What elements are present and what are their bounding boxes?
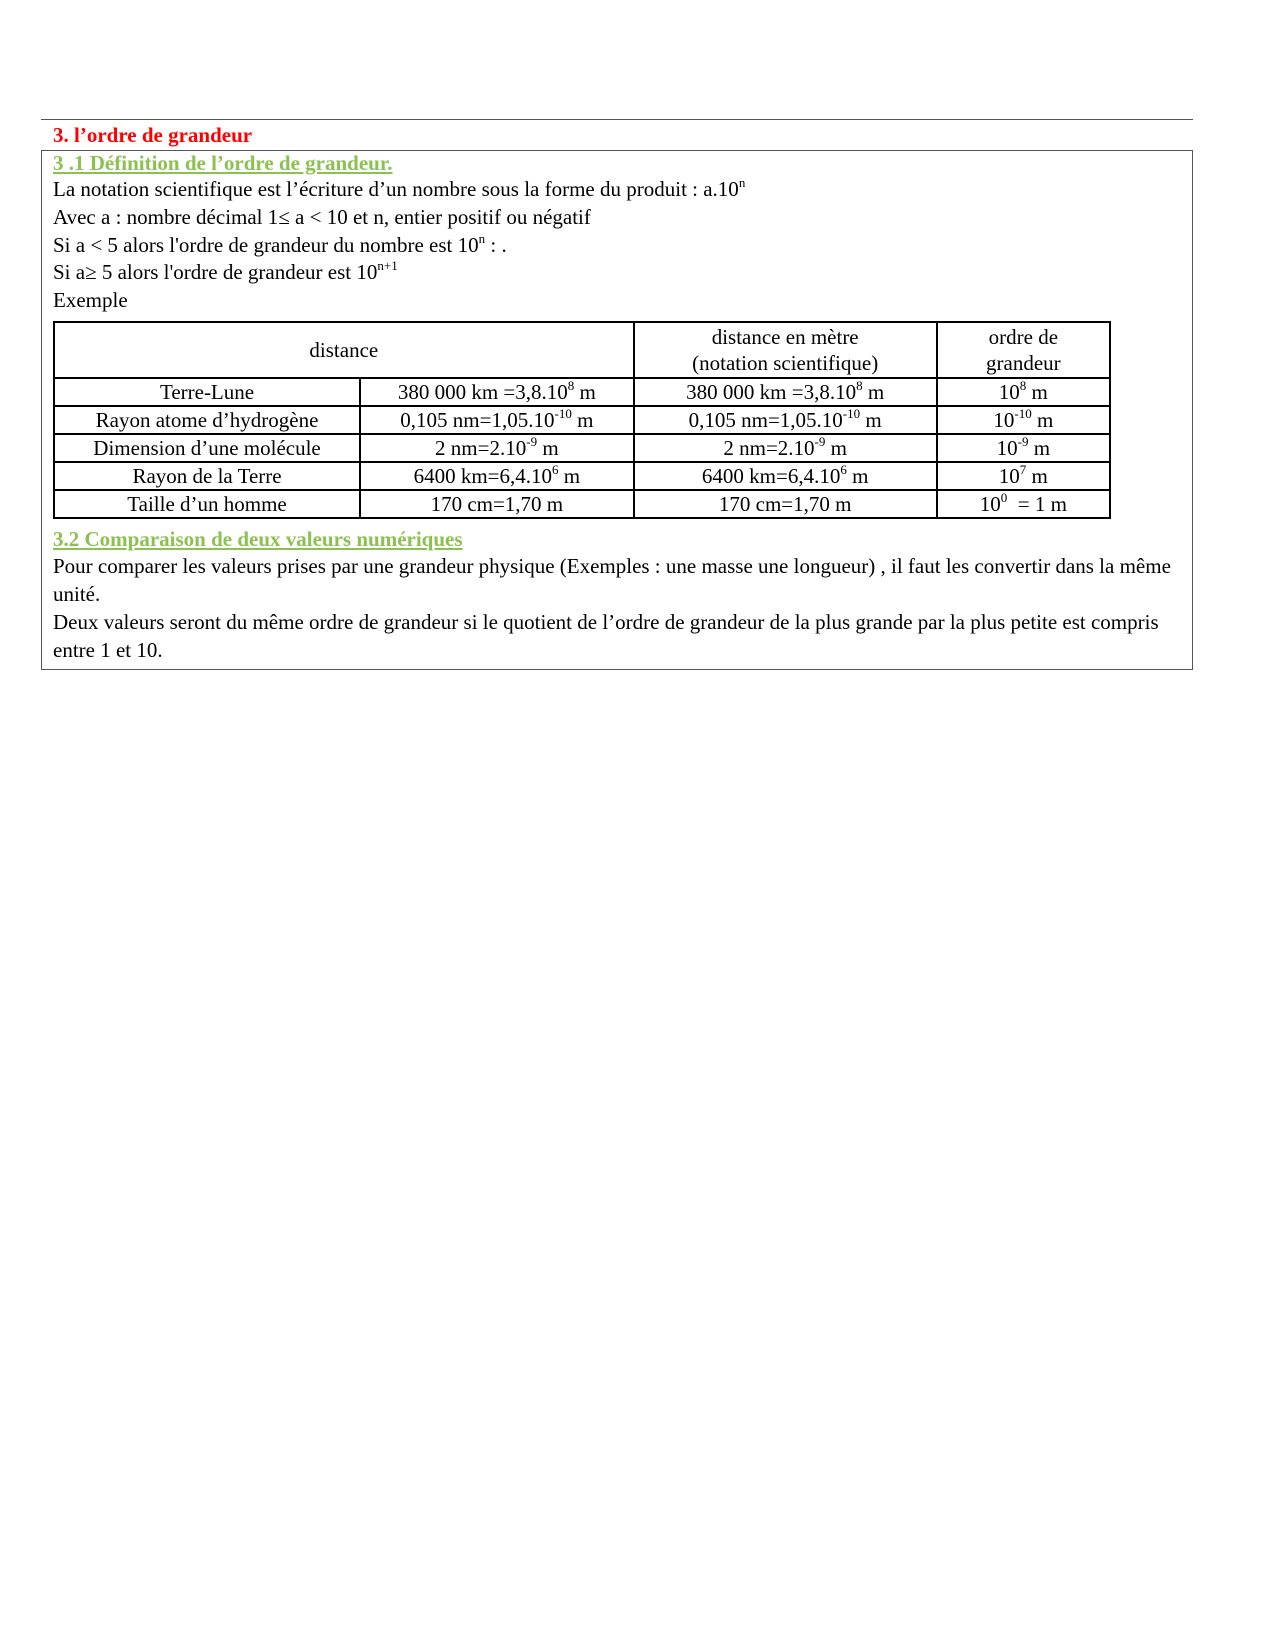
definition-line-4-text: Si a≥ 5 alors l'ordre de grandeur est 10 xyxy=(53,260,378,284)
row-metre-exponent: -9 xyxy=(814,434,826,449)
header-distance-metre xyxy=(634,322,937,378)
table-header-row xyxy=(54,322,1110,378)
row-metre-exponent: -10 xyxy=(842,406,861,421)
row-order-text: 10 xyxy=(996,436,1018,460)
row-value-text: 170 cm=1,70 m xyxy=(430,492,564,516)
definition-line-3-text: Si a < 5 alors l'ordre de grandeur du nombre est 10 xyxy=(53,233,479,257)
order-of-magnitude-table xyxy=(53,321,1111,519)
row-order-exponent: 7 xyxy=(1019,462,1027,477)
row-value xyxy=(360,406,634,434)
row-order-exponent: -9 xyxy=(1017,434,1029,449)
top-rule xyxy=(41,119,1193,120)
table-row xyxy=(54,406,1110,434)
row-metre-text: 170 cm=1,70 m xyxy=(718,492,852,516)
row-order xyxy=(937,434,1110,462)
row-order-text: 10 xyxy=(998,464,1020,488)
row-metre-unit: m xyxy=(825,436,847,460)
row-value-text: 380 000 km =3,8.10 xyxy=(397,380,568,404)
row-metre xyxy=(634,434,937,462)
header-distance: distance xyxy=(54,322,634,378)
row-value-unit: m xyxy=(571,408,594,432)
header-order xyxy=(937,322,1110,378)
header-order-line-1: ordre de xyxy=(988,325,1059,349)
row-order-exponent: -10 xyxy=(1014,406,1032,421)
definition-line-1-text: La notation scientifique est l’écriture d’un nombre sous la forme du produit : a.10 xyxy=(53,177,739,201)
row-metre-text: 6400 km=6,4.10 xyxy=(701,464,841,488)
header-distance-metre-line-2: (notation scientifique) xyxy=(692,351,879,375)
row-value-exponent: -10 xyxy=(554,406,572,421)
row-order-text: 10 xyxy=(979,492,1001,516)
row-order-text: 10 xyxy=(993,408,1015,432)
table-row xyxy=(54,434,1110,462)
row-metre-unit: m xyxy=(860,408,882,432)
row-order-exponent: 8 xyxy=(1019,378,1027,393)
row-order xyxy=(937,462,1110,490)
definition-line-3-after: : . xyxy=(485,233,507,257)
section-heading: 3. l’ordre de grandeur xyxy=(53,123,253,147)
row-value xyxy=(360,462,634,490)
row-metre-unit: m xyxy=(846,464,869,488)
row-metre-text: 0,105 nm=1,05.10 xyxy=(688,408,843,432)
row-metre xyxy=(634,462,937,490)
comparison-paragraph-1: Pour comparer les valeurs prises par une grandeur physique (Exemples : une masse une longueur) , il faut les convertir dans la même unité. xyxy=(53,554,1171,606)
row-label: Taille d’un homme xyxy=(54,490,360,518)
row-order-unit: = 1 m xyxy=(1007,492,1067,516)
table-row xyxy=(54,490,1110,518)
row-value-text: 0,105 nm=1,05.10 xyxy=(400,408,555,432)
subsection-2-heading: 3.2 Comparaison de deux valeurs numériques xyxy=(53,527,463,551)
definition-line-4 xyxy=(53,258,398,286)
row-metre-exponent: 6 xyxy=(840,462,847,477)
header-distance-metre-line-1: distance en mètre xyxy=(711,325,859,349)
row-label: Dimension d’une molécule xyxy=(54,434,360,462)
row-order-exponent: 0 xyxy=(1000,490,1008,505)
row-label: Terre-Lune xyxy=(54,378,360,406)
row-value-unit: m xyxy=(558,464,581,488)
row-order xyxy=(937,378,1110,406)
row-value-unit: m xyxy=(574,380,596,404)
table-row xyxy=(54,378,1110,406)
definition-line-1 xyxy=(53,175,745,203)
definition-line-4-exponent: n+1 xyxy=(377,258,398,273)
row-order xyxy=(937,490,1110,518)
row-order-unit: m xyxy=(1026,380,1048,404)
row-order-unit: m xyxy=(1031,408,1054,432)
row-value xyxy=(360,434,634,462)
row-value xyxy=(360,378,634,406)
row-value-text: 6400 km=6,4.10 xyxy=(413,464,553,488)
definition-line-2: Avec a : nombre décimal 1≤ a < 10 et n, entier positif ou négatif xyxy=(53,205,591,229)
header-order-line-2: grandeur xyxy=(986,351,1061,375)
definition-line-3-exponent: n xyxy=(478,231,486,246)
row-value xyxy=(360,490,634,518)
row-metre-text: 380 000 km =3,8.10 xyxy=(686,380,857,404)
row-metre-exponent: 8 xyxy=(856,378,863,393)
row-metre xyxy=(634,406,937,434)
comparison-paragraph-2: Deux valeurs seront du même ordre de grandeur si le quotient de l’ordre de grandeur de la plus grande par la plus petite est compris entre 1 et 10. xyxy=(53,610,1159,662)
row-value-text: 2 nm=2.10 xyxy=(435,436,527,460)
row-order-text: 10 xyxy=(998,380,1020,404)
table-row xyxy=(54,462,1110,490)
row-metre xyxy=(634,490,937,518)
row-value-exponent: 6 xyxy=(552,462,559,477)
row-order-unit: m xyxy=(1028,436,1051,460)
row-value-exponent: 8 xyxy=(567,378,575,393)
row-metre-text: 2 nm=2.10 xyxy=(723,436,815,460)
definition-line-1-exponent: n xyxy=(738,175,746,190)
row-label: Rayon de la Terre xyxy=(54,462,360,490)
row-metre xyxy=(634,378,937,406)
example-label: Exemple xyxy=(53,288,128,312)
row-value-unit: m xyxy=(537,436,559,460)
row-order xyxy=(937,406,1110,434)
row-order-unit: m xyxy=(1026,464,1048,488)
row-value-exponent: -9 xyxy=(526,434,538,449)
row-label: Rayon atome d’hydrogène xyxy=(54,406,360,434)
subsection-1-heading: 3 .1 Définition de l’ordre de grandeur. xyxy=(53,151,393,175)
definition-line-3 xyxy=(53,231,507,259)
row-metre-unit: m xyxy=(862,380,885,404)
